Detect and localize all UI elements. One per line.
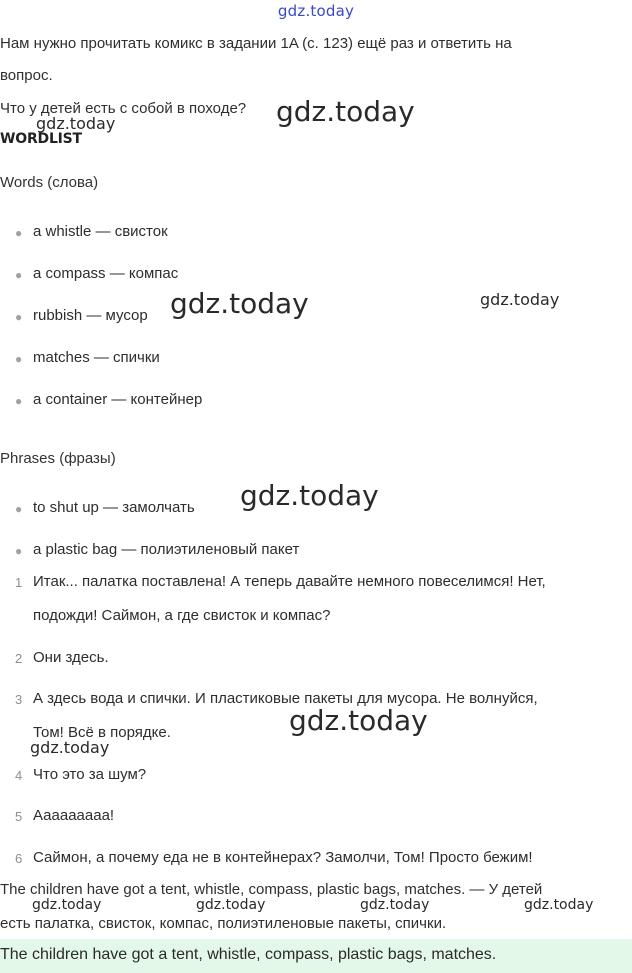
top-watermark: gdz.today — [277, 2, 355, 20]
watermark: gdz.today — [30, 738, 110, 757]
bullet-icon: ● — [15, 544, 23, 558]
phrases-heading: Phrases (фразы) — [0, 450, 116, 467]
bullet-icon: ● — [15, 268, 23, 282]
bullet-icon: ● — [15, 352, 23, 366]
watermark: gdz.today — [240, 479, 379, 512]
list-number: 6 — [15, 851, 23, 866]
list-number: 1 — [15, 575, 23, 590]
list-number: 3 — [15, 692, 23, 707]
list-item-continuation: подожди! Саймон, а где свисток и компас? — [33, 607, 331, 624]
watermark: gdz.today — [196, 897, 266, 913]
list-item: a container — контейнер — [33, 391, 203, 408]
intro-question: Что у детей есть с собой в походе? — [0, 100, 247, 117]
list-item: Итак... палатка поставлена! А теперь давайте немного повеселимся! Нет, — [33, 573, 546, 590]
watermark: gdz.today — [36, 114, 116, 133]
bullet-icon: ● — [15, 394, 23, 408]
intro-line-1: Нам нужно прочитать комикс в задании 1A (с. 123) ещё раз и ответить на — [0, 35, 512, 52]
list-item: a plastic bag — полиэтиленовый пакет — [33, 541, 300, 558]
list-number: 5 — [15, 809, 23, 824]
watermark: gdz.today — [276, 95, 415, 128]
watermark: gdz.today — [289, 704, 428, 737]
summary-line-1: The children have got a tent, whistle, compass, plastic bags, matches. — У детей — [0, 881, 543, 898]
watermark: gdz.today — [524, 897, 594, 913]
list-item: a compass — компас — [33, 265, 179, 282]
watermark: gdz.today — [480, 290, 560, 309]
bullet-icon: ● — [15, 226, 23, 240]
list-item: matches — спички — [33, 349, 160, 366]
intro-line-2: вопрос. — [0, 67, 53, 84]
list-item: to shut up — замолчать — [33, 499, 195, 516]
list-number: 2 — [15, 651, 23, 666]
list-item: А здесь вода и спички. И пластиковые пакеты для мусора. Не волнуйся, — [33, 690, 538, 707]
list-item: Они здесь. — [33, 649, 109, 666]
list-item: Саймон, а почему еда не в контейнерах? Замолчи, Том! Просто бежим! — [33, 849, 533, 866]
list-item: Ааааааааа! — [33, 807, 115, 824]
bullet-icon: ● — [15, 502, 23, 516]
list-item: a whistle — свисток — [33, 223, 168, 240]
watermark: gdz.today — [170, 287, 309, 320]
watermark: gdz.today — [360, 897, 430, 913]
list-item: rubbish — мусор — [33, 307, 148, 324]
words-heading: Words (слова) — [0, 174, 99, 191]
list-item-continuation: Том! Всё в порядке. — [33, 724, 171, 741]
list-item: Что это за шум? — [33, 766, 147, 783]
watermark: gdz.today — [32, 897, 102, 913]
wordlist-heading: WORDLIST — [0, 131, 82, 147]
answer-text: The children have got a tent, whistle, compass, plastic bags, matches. — [0, 946, 497, 963]
list-number: 4 — [15, 768, 23, 783]
bullet-icon: ● — [15, 310, 23, 324]
summary-line-2: есть палатка, свисток, компас, полиэтиленовые пакеты, спички. — [0, 915, 447, 932]
